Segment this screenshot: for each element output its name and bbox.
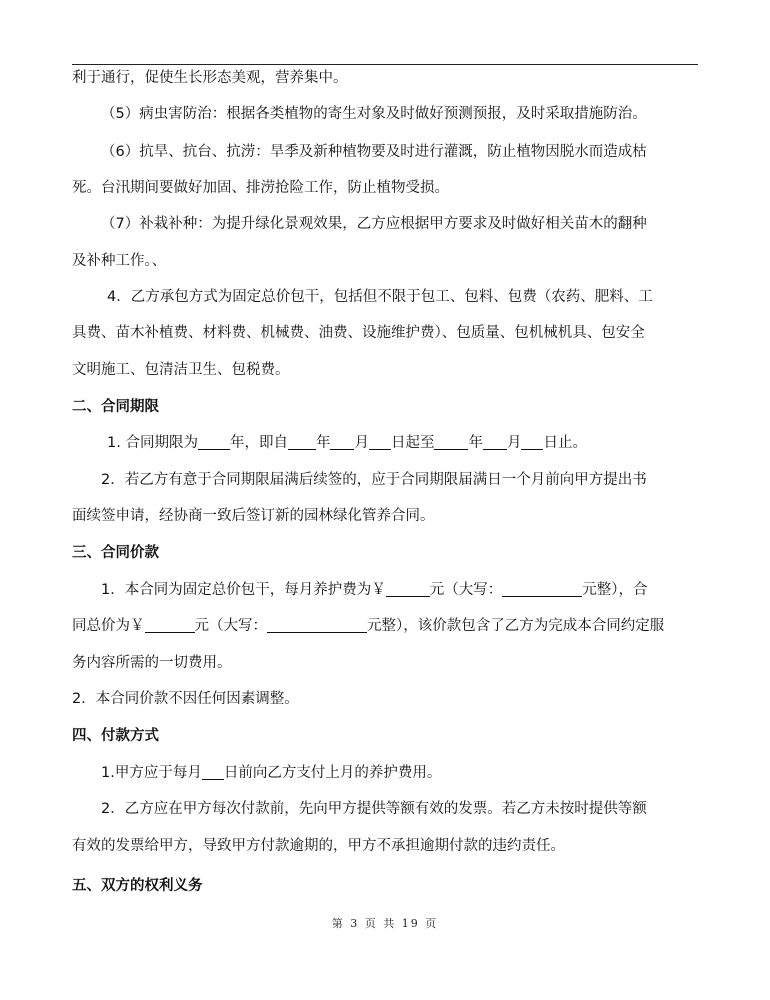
blank-field (202, 764, 224, 780)
paragraph-line: 及补种工作。、 (72, 253, 167, 269)
blank-field (330, 434, 354, 450)
blank-field (145, 617, 195, 633)
term-text: 月 (506, 435, 522, 451)
blank-field (267, 617, 367, 633)
term-text: 日起至 (390, 435, 435, 451)
blank-field (288, 434, 316, 450)
paragraph-line: 2．若乙方有意于合同期限届满后续签的，应于合同期限届满日一个月前向甲方提出书 (101, 472, 647, 488)
blank-field (502, 581, 582, 597)
paragraph-line: 面续签申请，经协商一致后签订新的园林绿化管养合同。 (72, 508, 435, 524)
blank-field (483, 434, 507, 450)
page-footer: 第 3 页 共 19 页 (331, 917, 439, 930)
term-line (72, 433, 587, 454)
term-text: 年 (315, 435, 331, 451)
term-text: 日止。 (543, 435, 587, 451)
paragraph-line: 文明施工、包清洁卫生、包税费。 (72, 362, 290, 378)
price-line (72, 580, 647, 601)
paragraph-line: 利于通行，促使生长形态美观，营养集中。 (72, 70, 348, 86)
blank-field (521, 434, 543, 450)
blank-field (434, 434, 468, 450)
paragraph-line: 2．乙方应在甲方每次付款前，先向甲方提供等额有效的发票。若乙方未按时提供等额 (101, 801, 647, 817)
payment-text: 日前向乙方支付上月的养护费用。 (223, 765, 442, 781)
price-text: 元整），该价款包含了乙方为完成本合同约定服 (367, 618, 665, 634)
section-heading: 二、合同期限 (72, 399, 159, 415)
paragraph-line: 2．本合同价款不因任何因素调整。 (72, 691, 299, 707)
price-text: 元整），合 (582, 582, 648, 598)
payment-line (72, 763, 441, 784)
blank-field (369, 434, 391, 450)
term-text: 年，即自 (229, 435, 288, 451)
price-line (72, 616, 664, 637)
section-heading: 四、付款方式 (72, 728, 159, 744)
paragraph-line: （7）补栽补种：为提升绿化景观效果，乙方应根据甲方要求及时做好相关苗木的翻种 (101, 216, 647, 232)
term-text: 月 (354, 435, 369, 451)
term-text: 年 (468, 435, 483, 451)
section-heading: 五、双方的权利义务 (72, 878, 203, 894)
paragraph-line: 有效的发票给甲方，导致甲方付款逾期的，甲方不承担逾期付款的违约责任。 (72, 838, 565, 854)
paragraph-line: （5）病虫害防治：根据各类植物的寄生对象及时做好预测预报，及时采取措施防治。 (101, 106, 647, 122)
header-rule (72, 64, 698, 65)
price-text: 1．本合同为固定总价包干，每月养护费为￥ (101, 582, 386, 598)
paragraph-line: （6）抗旱、抗台、抗涝：旱季及新种植物要及时进行灌溉，防止植物因脱水而造成枯 (101, 144, 647, 160)
blank-field (386, 581, 430, 597)
payment-text: 1.甲方应于每月 (101, 765, 202, 781)
price-text: 同总价为￥ (72, 618, 145, 634)
blank-field (198, 434, 230, 450)
paragraph-line: 务内容所需的一切费用。 (72, 655, 232, 671)
term-text: 1. 合同期限为 (107, 435, 198, 451)
paragraph-line: 具费、苗木补植费、材料费、机械费、油费、设施维护费）、包质量、包机械机具、包安全 (72, 325, 645, 341)
price-text: 元（大写： (194, 618, 267, 634)
section-heading: 三、合同价款 (72, 545, 159, 561)
price-text: 元（大写： (429, 582, 503, 598)
paragraph-line: 死。台汛期间要做好加固、排涝抢险工作，防止植物受损。 (72, 180, 449, 196)
paragraph-line: 4．乙方承包方式为固定总价包干，包括但不限于包工、包料、包费（农药、肥料、工 (107, 289, 653, 305)
